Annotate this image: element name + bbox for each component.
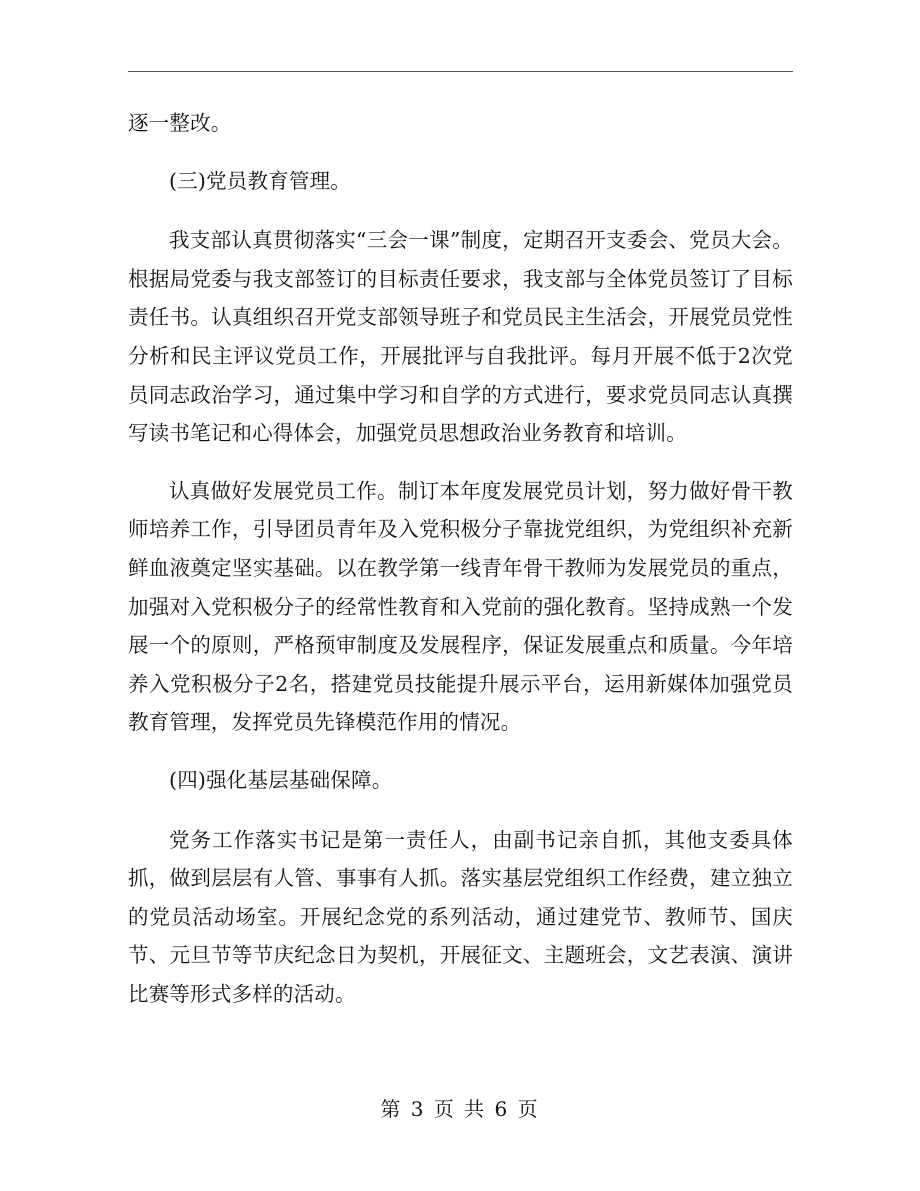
document-body (128, 104, 793, 1032)
header-rule (128, 71, 793, 72)
page-number: 第 3 页 共 6 页 (380, 1097, 540, 1121)
section-heading-3: (三)党员教育管理。 (169, 168, 351, 193)
paragraph-grassroots-support: 党务工作落实书记是第一责任人，由副书记亲自抓，其他支委具体抓，做到层层有人管、事事有人抓。落实基层党组织工作经费，建立独立的党员活动场室。开展纪念党的系列活动，通过建党节、教师节、国庆节、元旦节等节庆纪念日为契机，开展征文、主题班会，文艺表演、演讲比赛等形式多样的活动。 (128, 827, 793, 1006)
paragraph-education-management: 我支部认真贯彻落实“三会一课”制度，定期召开支委会、党员大会。根据局党委与我支部签订的目标责任要求，我支部与全体党员签订了目标责任书。认真组织召开党支部领导班子和党员民主生活会，开展党员党性分析和民主评议党员工作，开展批评与自我批评。每月开展不低于2次党员同志政治学习，通过集中学习和自学的方式进行，要求党员同志认真撰写读书笔记和心得体会，加强党员思想政治业务教育和培训。 (128, 228, 793, 446)
paragraph-member-development: 认真做好发展党员工作。制订本年度发展党员计划，努力做好骨干教师培养工作，引导团员青年及入党积极分子靠拢党组织，为党组织补充新鲜血液奠定坚实基础。以在教学第一线青年骨干教师为发展党员的重点，加强对入党积极分子的经常性教育和入党前的强化教育。坚持成熟一个发展一个的原则，严格预审制度及发展程序，保证发展重点和质量。今年培养入党积极分子2名，搭建党员技能提升展示平台，运用新媒体加强党员教育管理，发挥党员先锋模范作用的情况。 (128, 478, 793, 735)
section-heading-4: (四)强化基层基础保障。 (169, 767, 393, 792)
paragraph-continuation: 逐一整改。 (128, 111, 232, 135)
